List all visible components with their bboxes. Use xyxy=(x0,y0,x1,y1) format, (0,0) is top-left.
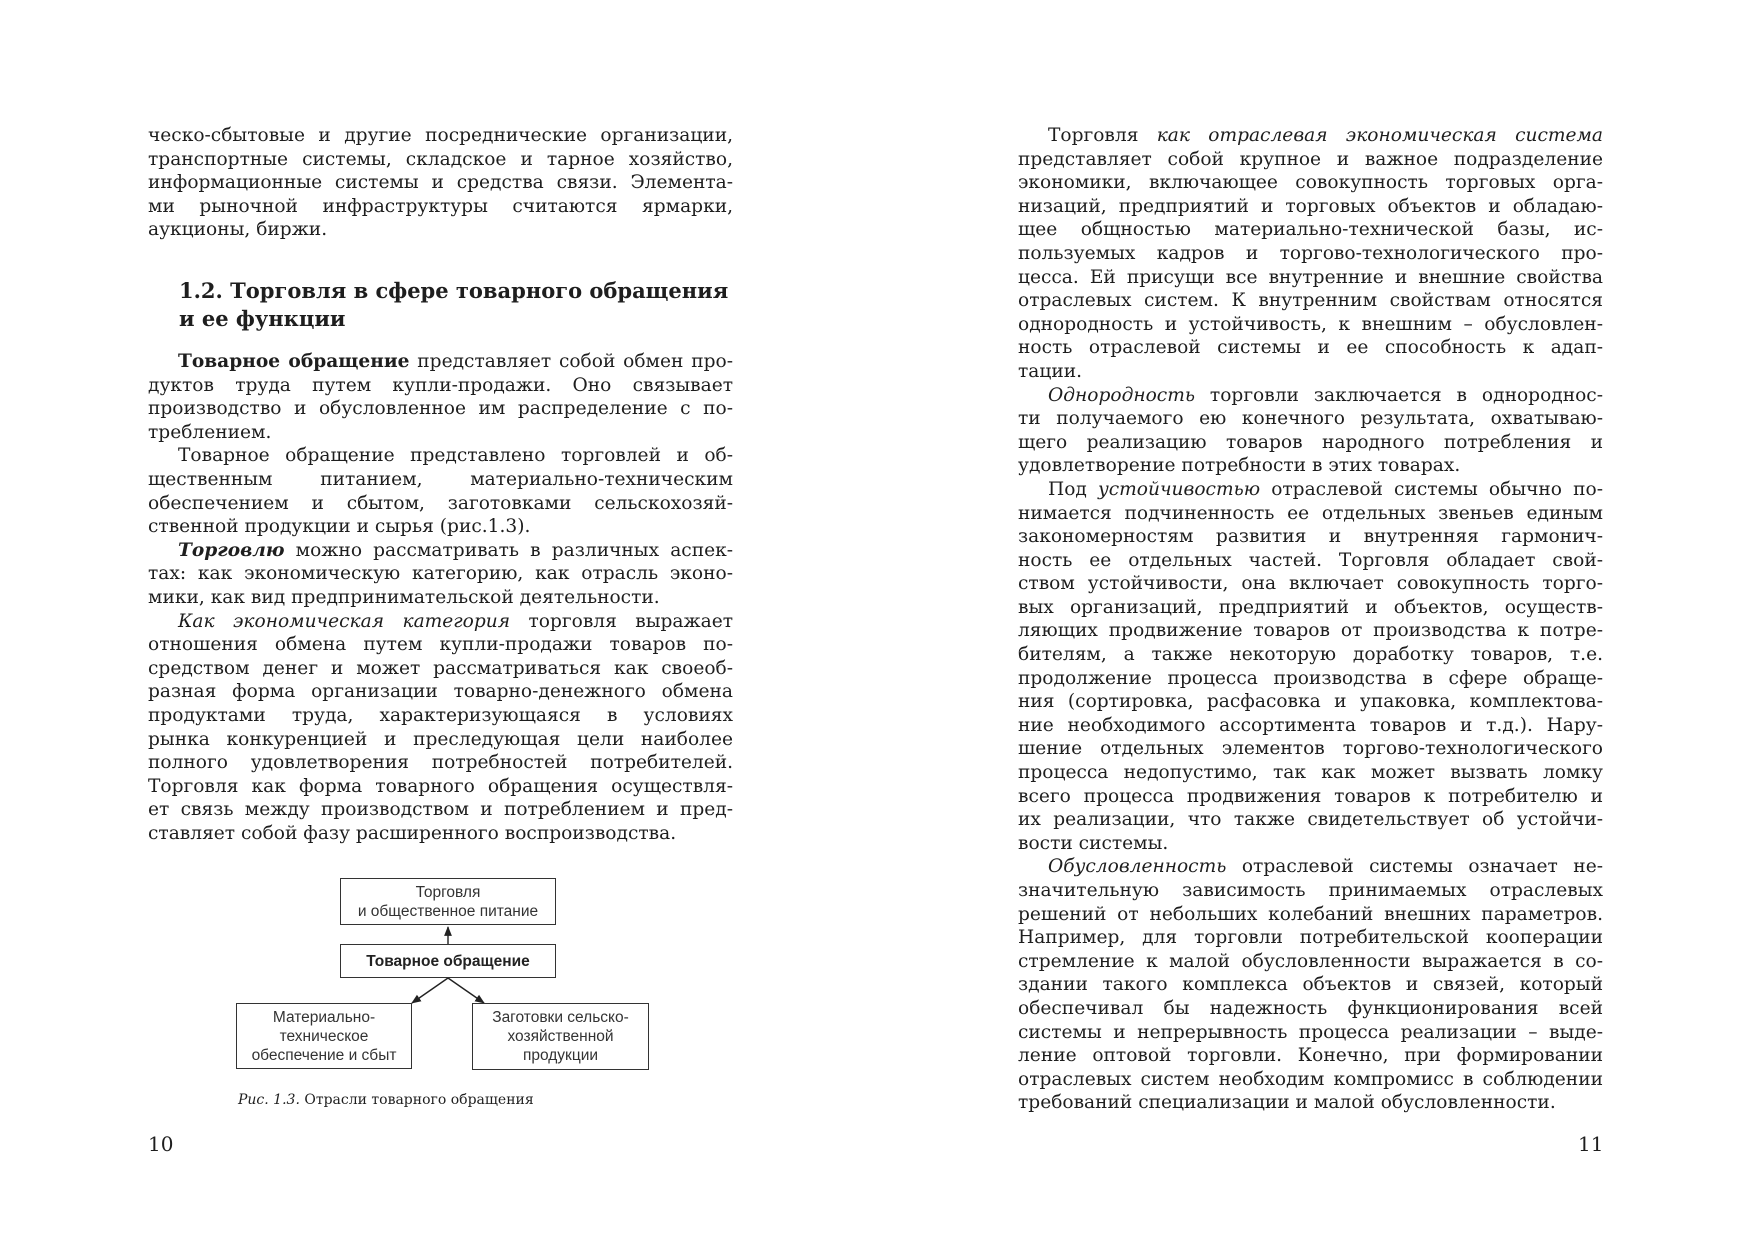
text-line: всего процесса продвижения товаров к потребителю и xyxy=(1018,785,1603,807)
text-line xyxy=(1018,384,1603,408)
box-text: хозяйственной xyxy=(507,1028,614,1045)
section-heading-line: и ее функции xyxy=(179,306,346,331)
text-line: цесса. Ей присущи все внутренние и внешние свойства xyxy=(1018,266,1603,288)
box-commodity-circulation xyxy=(340,944,556,978)
text-line: экономики, включающее совокупность торговых орга- xyxy=(1018,172,1603,194)
text-line: их реализации, что также свидетельствует об устойчи- xyxy=(1018,809,1603,831)
text-line: Торговля как форма товарного обращения осуществля- xyxy=(148,775,733,797)
text-line: продолжение процесса производства в сфере обраще- xyxy=(1018,667,1603,689)
text-line: аукционы, биржи. xyxy=(148,219,328,241)
text-run: представляет собой обмен про- xyxy=(409,351,733,372)
text-line: ность ее отдельных частей. Торговля обладает свой- xyxy=(1018,549,1603,571)
text-line: ляющих продвижение товаров от производства к потре- xyxy=(1018,620,1603,642)
text-line: системы и непрерывность процесса реализации – выде- xyxy=(1018,1021,1603,1043)
box-text: Материально- xyxy=(272,1008,376,1026)
text-line: щего реализацию товаров народного потребления и xyxy=(1018,431,1603,453)
section-heading-line: 1.2. Торговля в сфере товарного обращения xyxy=(179,278,729,303)
text-run: отраслевой системы означает не- xyxy=(1226,856,1603,878)
text-line: продуктами труда, характеризующаяся в условиях xyxy=(148,704,733,726)
arrow-right xyxy=(448,978,484,1003)
right-page-body-text xyxy=(1018,124,1603,1115)
text-line: пользуемых кадров и торгово-технологического про- xyxy=(1018,242,1603,264)
text-line: ством устойчивости, она включает совокупность торго- xyxy=(1018,573,1603,595)
text-line: требований специализации и малой обусловленности. xyxy=(1018,1092,1556,1114)
text-line: Товарное обращение представлено торговлей и об- xyxy=(178,445,733,467)
text-line: решений от небольших колебаний внешних параметров. xyxy=(1018,903,1603,925)
text-line: закономерностям развития и внутренняя гармонич- xyxy=(1018,526,1603,548)
box-material-technical-supply xyxy=(236,1003,412,1069)
text-run: Под xyxy=(1048,478,1098,500)
text-line: мики, как вид предпринимательской деятельности. xyxy=(148,586,660,608)
text-line: отраслевых систем. К внутренним свойствам относятся xyxy=(1018,290,1603,312)
text-line: транспортные системы, складское и тарное хозяйство, xyxy=(148,148,733,170)
text-line: обеспечением и сбытом, заготовками сельскохозяй- xyxy=(148,492,733,514)
text-line: ставляет собой фазу расширенного воспроизводства. xyxy=(148,822,677,844)
text-line: треблением. xyxy=(148,421,272,443)
text-run: можно рассматривать в различных аспек- xyxy=(284,539,733,561)
text-line: нимается подчиненность ее отдельных звеньев единым xyxy=(1018,502,1603,524)
box-text: и общественное питание xyxy=(357,902,539,920)
text-line: вости системы. xyxy=(1018,832,1169,854)
box-trade-catering xyxy=(340,878,556,925)
text-run: торговля выражает xyxy=(510,610,733,632)
box-agricultural-procurement xyxy=(472,1003,649,1070)
emphasized-text: Как экономическая категория xyxy=(178,610,511,632)
text-line: щественным питанием, материально-техническим xyxy=(148,468,733,490)
text-line: значительную зависимость принимаемых отраслевых xyxy=(1018,880,1603,901)
text-line: представляет собой крупное и важное подразделение xyxy=(1018,148,1603,170)
text-line: дуктов труда путем купли-продажи. Оно связывает xyxy=(148,374,733,396)
text-line: ние необходимого ассортимента товаров и т.д.). Нару- xyxy=(1018,714,1603,736)
emphasized-text: Обусловленность xyxy=(1048,856,1227,878)
text-line: бителям, а также некоторую доработку товаров, т.е. xyxy=(1018,644,1603,666)
text-line xyxy=(1018,855,1603,879)
text-line xyxy=(1018,124,1603,148)
box-text: техническое xyxy=(279,1027,369,1045)
box-text: Торговля xyxy=(415,883,481,901)
emphasized-text: устойчивостью xyxy=(1097,478,1261,500)
box-text: обеспечение и сбыт xyxy=(251,1046,397,1064)
text-line: ление оптовой торговли. Конечно, при формировании xyxy=(1018,1045,1603,1067)
box-text: Товарное обращение xyxy=(366,952,530,970)
text-line: шение отдельных элементов торгово-технологического xyxy=(1018,738,1603,760)
text-run: Торговля xyxy=(1048,125,1157,146)
text-line: рынка конкуренцией и преследующая цели наиболее xyxy=(148,728,733,750)
text-line: однородность и устойчивость, к внешним – обусловлен- xyxy=(1018,313,1603,335)
text-line: ность отраслевой системы и ее способность к адап- xyxy=(1018,337,1603,359)
text-line: информационные системы и средства связи. Элемента- xyxy=(148,172,733,194)
figure-caption-text: Отрасли товарного обращения xyxy=(299,1092,534,1108)
text-line: производство и обусловленное им распределение с по- xyxy=(148,398,733,420)
text-line: низаций, предприятий и торговых объектов и обладаю- xyxy=(1018,195,1603,217)
text-line: Например, для торговли потребительской кооперации xyxy=(1018,927,1603,949)
text-line: ческо-сбытовые и другие посреднические организации, xyxy=(148,125,733,146)
arrow-left xyxy=(412,978,448,1003)
box-text: продукции xyxy=(522,1047,599,1064)
text-line: стремление к малой обусловленности выражается в со- xyxy=(1018,950,1603,972)
emphasized-text: Однородность xyxy=(1048,384,1195,406)
text-line: тации. xyxy=(1018,360,1083,382)
text-line: удовлетворение потребности в этих товарах. xyxy=(1018,455,1461,477)
text-line: разная форма организации товарно-денежного обмена xyxy=(148,681,733,703)
figure-caption xyxy=(238,1092,534,1108)
text-line: средством денег и может рассматриваться как своеоб- xyxy=(148,657,733,679)
page-number-right: 11 xyxy=(1578,1132,1604,1156)
box-text: Заготовки сельско- xyxy=(492,1009,629,1026)
text-line: обеспечивал бы надежность функционирования всей xyxy=(1018,997,1603,1019)
text-line: ния (сортировка, расфасовка и упаковка, комплектова- xyxy=(1018,691,1603,713)
text-line: процесса недопустимо, так как может вызвать ломку xyxy=(1018,762,1603,784)
emphasized-text: как отраслевая экономическая система xyxy=(1156,125,1604,146)
text-line: ет связь между производством и потреблением и пред- xyxy=(148,799,733,821)
text-line: полного удовлетворения потребностей потребителей. xyxy=(148,752,733,774)
text-line: ти получаемого ею конечного результата, охватываю- xyxy=(1018,408,1603,430)
figure-caption-label: Рис. 1.3. xyxy=(238,1092,300,1108)
page-number-left: 10 xyxy=(148,1132,174,1156)
text-line: здании такого комплекса объектов и связей, который xyxy=(1018,974,1603,996)
text-line: отношения обмена путем купли-продажи товаров по- xyxy=(148,634,733,656)
text-run: торговли заключается в однороднос- xyxy=(1194,384,1603,406)
text-line xyxy=(1018,478,1603,502)
text-line: тах: как экономическую категорию, как отрасль эконо- xyxy=(148,563,733,585)
text-line: ми рыночной инфраструктуры считаются ярмарки, xyxy=(148,195,733,217)
text-line: отраслевых систем необходим компромисс в соблюдении xyxy=(1018,1068,1603,1090)
text-line: вых организаций, предприятий и объектов, осуществ- xyxy=(1018,596,1603,618)
emphasized-text: Торговлю xyxy=(178,539,285,561)
emphasized-text: Товарное обращение xyxy=(178,351,410,372)
text-line: щее общностью материально-технической базы, ис- xyxy=(1018,219,1603,241)
text-line: ственной продукции и сырья (рис.1.3). xyxy=(148,516,531,538)
text-run: отраслевой системы обычно по- xyxy=(1260,478,1603,500)
